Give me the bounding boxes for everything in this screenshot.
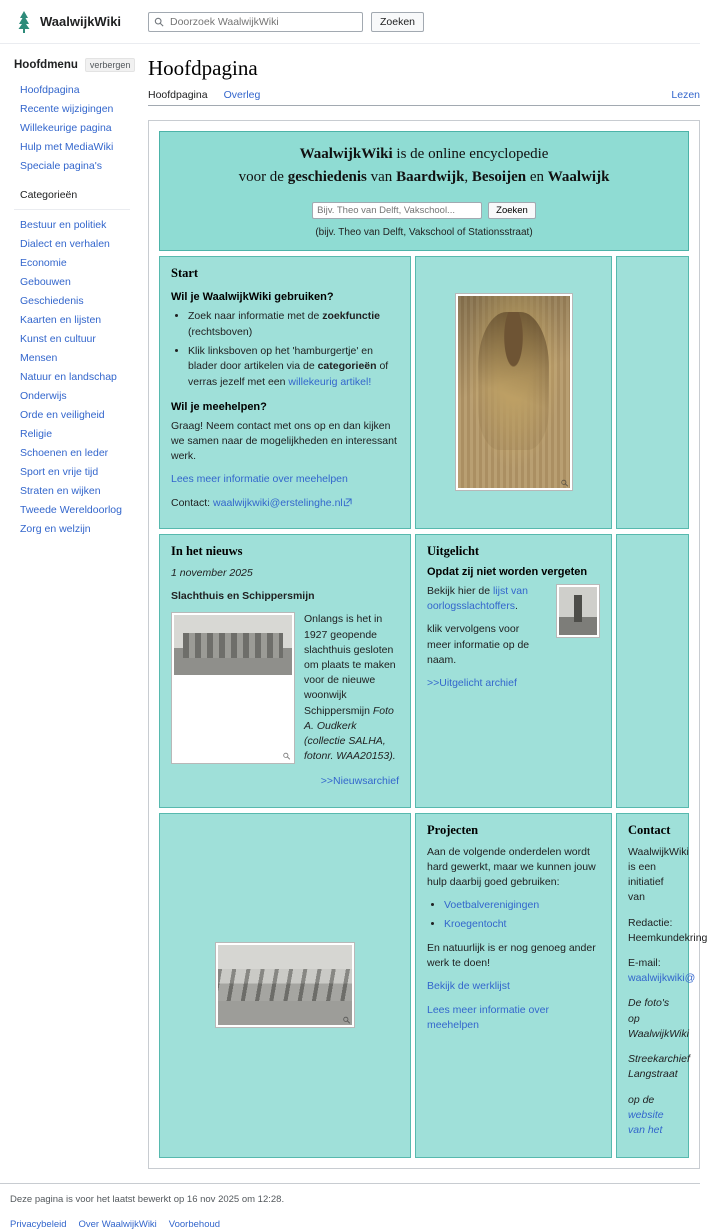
start-question-1: Wil je WaalwijkWiki gebruiken? (171, 291, 334, 303)
sidebar-link[interactable]: Onderwijs (20, 389, 67, 402)
bullet-2-bold: categorieën (317, 360, 377, 373)
external-link-icon (343, 498, 352, 507)
sidebar-link[interactable]: Willekeurige pagina (20, 121, 112, 134)
sidebar-link[interactable]: Orde en veiligheid (20, 408, 105, 421)
war-victims-list-link[interactable]: lijst van oorlogsslachtoffers (427, 584, 528, 613)
sidebar-link[interactable]: Zorg en welzijn (20, 522, 91, 535)
sidebar-item-gebouwen[interactable] (14, 271, 130, 290)
uitgelicht-archive-wrap (427, 676, 600, 691)
search-icon (154, 17, 164, 27)
footer-link-over-waalwijkwiki[interactable]: Over WaalwijkWiki (78, 1219, 157, 1230)
project-item[interactable] (444, 917, 600, 933)
header-search (148, 12, 424, 32)
last-modified-text: Deze pagina is voor het laatst bewerkt op 16 nov 2025 om 12:28. (10, 1194, 285, 1206)
sidebar-link[interactable]: Gebouwen (20, 275, 71, 288)
news-archive-wrap (171, 774, 399, 789)
contact-editorial-label: Redactie: (628, 916, 673, 929)
sidebar-link[interactable]: Kunst en cultuur (20, 332, 96, 345)
top-header (0, 0, 700, 44)
row-news (159, 534, 689, 808)
banner-line-1 (170, 146, 678, 163)
search-input[interactable] (168, 15, 357, 29)
uitgelicht-subtitle: Opdat zij niet worden vergeten (427, 565, 588, 578)
news-body-pre: Onlangs is het in 1927 geopende slachthuis gesloten om plaats te maken voor de nieuwe woonwijk Schippersmijn (304, 613, 396, 717)
contact-editorial-value: Heemkundekring (628, 931, 707, 944)
contact-panel (616, 813, 707, 1159)
street-photo-thumb[interactable] (215, 942, 355, 1028)
contact-email (628, 956, 696, 986)
uitgelicht-archive-link[interactable]: >>Uitgelicht archief (427, 676, 517, 689)
project-item[interactable] (444, 898, 600, 914)
site-title: WaalwijkWiki (40, 14, 122, 29)
news-headline: Slachthuis en Schippersmijn (171, 590, 315, 603)
uitg-post: . (514, 600, 518, 613)
start-question-2: Wil je meehelpen? (171, 400, 267, 413)
sidebar-item-mensen[interactable] (14, 347, 130, 366)
sidebar-item-orde-en-veiligheid[interactable] (14, 404, 130, 423)
site-logo[interactable] (0, 10, 128, 34)
sidebar-item-dialect-en-verhalen[interactable] (14, 233, 130, 252)
sidebar-collapse-button[interactable]: verbergen (85, 58, 136, 72)
start-title: Start (171, 266, 199, 280)
content-tabs (148, 89, 700, 106)
banner-l2-sep: , (464, 169, 472, 185)
sidebar-link[interactable]: Tweede Wereldoorlog (20, 503, 122, 516)
wiki-tree-logo-icon (14, 10, 34, 34)
street-image (218, 945, 352, 1025)
tab-overleg[interactable]: Overleg (223, 89, 261, 101)
row-bottom (159, 813, 707, 1159)
sidebar-item-sport-en-vrije-tijd[interactable] (14, 461, 130, 480)
sidebar-item-hoofdpagina[interactable] (14, 79, 130, 98)
sidebar-link[interactable]: Schoenen en leder (20, 446, 109, 459)
start-bullets (171, 309, 399, 391)
project-link-kroegentocht[interactable]: Kroegentocht (444, 918, 507, 931)
sidebar-link[interactable]: Straten en wijken (20, 484, 101, 497)
banner-site-name: WaalwijkWiki (299, 146, 393, 162)
uitgelicht-panel (415, 534, 612, 808)
memorial-photo-thumb[interactable] (556, 584, 600, 638)
help-more-link[interactable]: Lees meer informatie over meehelpen (171, 473, 348, 486)
sidebar-item-willekeurige-pagina[interactable] (14, 117, 130, 136)
search-button[interactable]: Zoeken (371, 12, 424, 32)
sidebar-link[interactable]: Religie (20, 427, 53, 440)
uitgelicht-paragraph-2: klik vervolgens voor meer informatie op de naam. (427, 623, 530, 666)
main-page-body (148, 120, 707, 1169)
banner-line-2 (170, 169, 678, 186)
featured-photo-thumb[interactable] (455, 293, 573, 491)
sidebar-item-economie[interactable] (14, 252, 130, 271)
contact-note-1: De foto's op WaalwijkWiki (628, 997, 689, 1040)
banner-l2-mid: van (366, 169, 397, 185)
footer (0, 1184, 700, 1230)
news-text (304, 612, 399, 764)
memorial-image (559, 587, 597, 635)
news-date: 1 november 2025 (171, 566, 253, 579)
uitgelicht-text (427, 584, 546, 676)
contact-email-link[interactable]: waalwijkwiki@erstelinghe.nl (213, 496, 343, 509)
banner-l2-waalwijk: Waalwijk (547, 169, 610, 185)
sidebar-link[interactable]: Speciale pagina's (20, 159, 102, 172)
projects-paragraph: Aan de volgende onderdelen wordt hard gewerkt, maar we kunnen jouw hulp daarbij goed gebruiken: (427, 845, 596, 889)
sidebar-item-natuur-en-landschap[interactable] (14, 366, 130, 385)
news-archive-link[interactable]: >>Nieuwsarchief (320, 775, 399, 788)
st-george-statue-image (458, 296, 570, 488)
sidebar-item-bestuur-en-politiek[interactable] (14, 214, 130, 233)
sidebar-item-schoenen-en-leder[interactable] (14, 442, 130, 461)
contact-title: Contact (628, 822, 671, 837)
footer-link-privacybeleid[interactable]: Privacybeleid (10, 1219, 67, 1230)
start-help-link-wrap (171, 472, 399, 487)
projects-title: Projecten (427, 822, 479, 837)
magnify-icon[interactable] (282, 752, 291, 760)
bullet-2-post: of verras jezelf met een (188, 360, 389, 388)
banner-hint: (bijv. Theo van Delft, Vakschool of Stationsstraat) (315, 227, 533, 238)
sidebar-link[interactable]: Dialect en verhalen (20, 237, 110, 250)
sidebar-item-tweede-wereldoorlog[interactable] (14, 499, 130, 518)
banner-search (170, 202, 678, 219)
featured-photo-panel (415, 256, 612, 529)
row-start-spacer-panel (616, 256, 689, 529)
news-panel (159, 534, 411, 808)
footer-link-voorbehoud[interactable]: Voorbehoud (168, 1219, 221, 1230)
uitg-pre: Bekijk hier de (427, 584, 493, 597)
sidebar-menu-header (14, 58, 130, 72)
uitgelicht-paragraph (427, 584, 546, 614)
row-start (159, 256, 689, 529)
start-panel (159, 256, 411, 529)
sidebar (0, 44, 138, 549)
sidebar-link[interactable]: Hulp met MediaWiki (20, 140, 114, 153)
projects-panel (415, 813, 612, 1159)
contact-email-value-link[interactable]: waalwijkwiki@ (628, 972, 696, 985)
sidebar-link[interactable]: Sport en vrije tijd (20, 465, 99, 478)
news-body (171, 612, 399, 764)
sidebar-link[interactable]: Bestuur en politiek (20, 218, 107, 231)
contact-note-3-pre: op de (628, 1093, 655, 1106)
worklist-link[interactable]: Bekijk de werklijst (427, 980, 510, 993)
page-title: Hoofdpagina (148, 56, 258, 80)
sidebar-item-geschiedenis[interactable] (14, 290, 130, 309)
sidebar-item-hulp-met-mediawiki[interactable] (14, 136, 130, 155)
banner-l2-geschiedenis: geschiedenis (287, 169, 367, 185)
sidebar-link[interactable]: Economie (20, 256, 67, 269)
banner-l2-pre: voor de (238, 169, 288, 185)
contact-label: Contact: (171, 496, 214, 509)
sidebar-link[interactable]: Mensen (20, 351, 58, 364)
help-info-link[interactable]: Lees meer informatie over meehelpen (427, 1003, 549, 1031)
contact-note-2: Streekarchief Langstraat (628, 1053, 690, 1081)
projects-list (427, 898, 600, 933)
tab-hoofdpagina[interactable]: Hoofdpagina (148, 89, 208, 101)
footer-links (10, 1219, 700, 1230)
contact-intro: WaalwijkWiki is een initiatief van (628, 845, 689, 904)
banner-l2-baardwijk: Baardwijk (396, 169, 465, 185)
content-area (138, 44, 707, 1169)
news-photo-credit: Foto A. Oudkerk (collectie SALHA, fotonr. WAA20153). (304, 704, 396, 763)
start-bullet-1 (188, 309, 399, 341)
random-article-link[interactable]: willekeurig artikel! (288, 376, 372, 388)
sidebar-categories-title: Categorieën (20, 189, 78, 201)
sidebar-link[interactable]: Hoofdpagina (20, 83, 80, 96)
banner-line-1-rest: is de online encyclopedie (392, 146, 549, 162)
bullet-1-pre: Zoek naar informatie met de (188, 310, 323, 322)
bullet-2-pre: Klik linksboven op het 'hamburgertje' en blader door artikelen via de (188, 344, 373, 373)
news-title: In het nieuws (171, 543, 243, 558)
projects-link-2-wrap (427, 1003, 600, 1033)
sidebar-link[interactable]: Natuur en landschap (20, 370, 117, 383)
sidebar-item-kaarten-en-lijsten[interactable] (14, 309, 130, 328)
banner-search-input[interactable] (312, 202, 482, 219)
sidebar-item-straten-en-wijken[interactable] (14, 480, 130, 499)
projects-paragraph-2: En natuurlijk is er nog genoeg ander werk te doen! (427, 941, 596, 970)
magnify-icon[interactable] (342, 1016, 351, 1024)
news-photo-thumb[interactable] (171, 612, 295, 764)
start-contact-line (171, 496, 399, 511)
street-photo-panel (159, 813, 411, 1159)
sidebar-item-zorg-en-welzijn[interactable] (14, 518, 130, 537)
start-bullet-2 (188, 344, 399, 391)
uitgelicht-title: Uitgelicht (427, 543, 480, 558)
sidebar-item-religie[interactable] (14, 423, 130, 442)
slachthuis-image (174, 615, 292, 675)
search-box[interactable] (148, 12, 363, 32)
contact-email-label: E-mail: (628, 957, 661, 969)
sidebar-categories-list (14, 214, 130, 537)
project-link-voetbalverenigingen[interactable]: Voetbalverenigingen (444, 899, 540, 912)
projects-link-1-wrap (427, 979, 600, 994)
uitgelicht-body (427, 584, 600, 676)
banner-l2-besoijen: Besoijen (471, 169, 527, 185)
sidebar-divider (14, 209, 130, 210)
sidebar-item-kunst-en-cultuur[interactable] (14, 328, 130, 347)
banner-l2-end: en (526, 169, 548, 185)
archive-website-link[interactable]: website van het (628, 1108, 664, 1136)
sidebar-item-speciale-paginas[interactable] (14, 155, 130, 174)
sidebar-item-onderwijs[interactable] (14, 385, 130, 404)
start-paragraph: Graag! Neem contact met ons op en dan kijken we samen naar de mogelijkheden en interessant werk. (171, 419, 397, 463)
bullet-1-bold: zoekfunctie (322, 310, 380, 322)
contact-editorial (628, 916, 707, 946)
sidebar-link[interactable]: Recente wijzigingen (20, 102, 114, 115)
contact-note-3 (628, 1093, 677, 1139)
intro-banner (159, 131, 689, 251)
magnify-icon[interactable] (560, 479, 569, 487)
tab-lezen[interactable]: Lezen (671, 89, 700, 101)
sidebar-link[interactable]: Kaarten en lijsten (20, 313, 102, 326)
bullet-1-post: (rechtsboven) (188, 325, 253, 338)
sidebar-menu-title: Hoofdmenu (14, 59, 78, 71)
sidebar-link[interactable]: Geschiedenis (20, 294, 84, 307)
banner-search-button[interactable]: Zoeken (488, 202, 536, 219)
sidebar-item-recente-wijzigingen[interactable] (14, 98, 130, 117)
sidebar-nav-list (14, 79, 130, 174)
row-news-spacer-panel (616, 534, 689, 808)
page-layout (0, 44, 707, 1169)
